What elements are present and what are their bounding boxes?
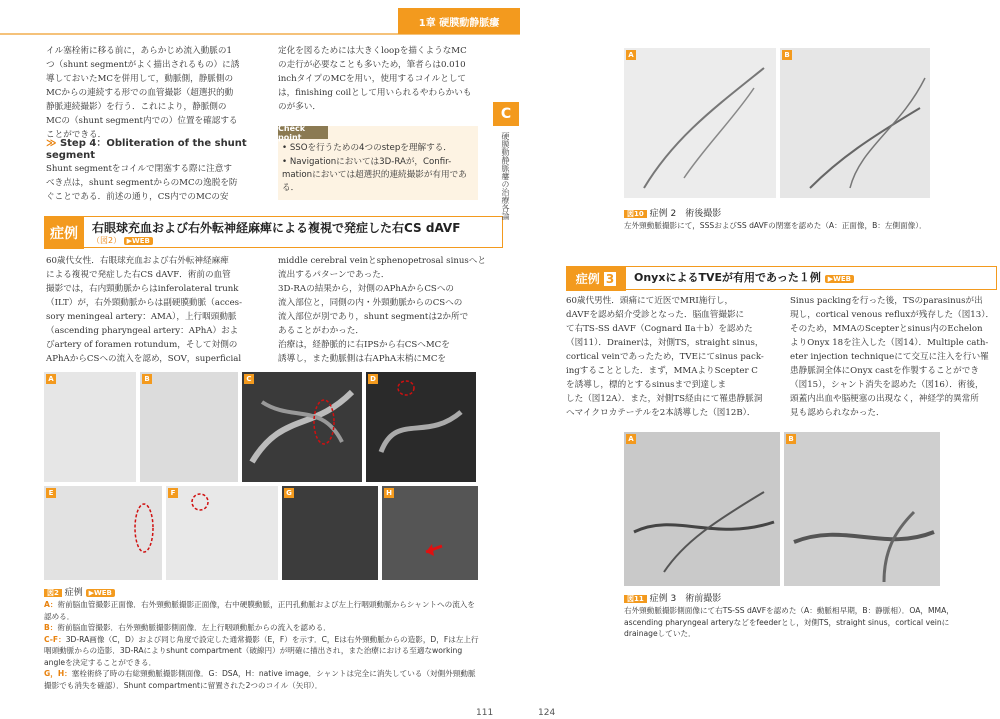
caption-line: C-F：3D-RA画像（C，D）および同じ角度で設定した通常撮影（E，F）を示す．C，Eは右外頸動脈からの造影，D，Fは左上行咽頭動脈からの造影．3D-RAによりshunt compartment（破線円）が明確に描出され，また治療における至適なworking angleを決定することができる． bbox=[44, 634, 479, 667]
angiogram-image: E bbox=[44, 486, 162, 580]
angiogram-image: A bbox=[624, 48, 776, 198]
section-side-text: 硬膜動静脈瘻の治療各論 bbox=[501, 132, 510, 220]
web-badge[interactable]: ▶WEB bbox=[825, 275, 854, 283]
case-title: OnyxによるTVEが有用であった１例 ▶WEB bbox=[634, 269, 994, 285]
angiogram-image: B bbox=[780, 48, 930, 198]
angiogram-image: A bbox=[44, 372, 136, 482]
section-tab: C bbox=[493, 102, 519, 126]
checkpoint-title: Check point bbox=[278, 126, 328, 139]
caption-line: G，H：塞栓術終了時の右総頸動脈撮影側面像．G：DSA，H：native image．シャントは完全に消失している（対側外頸動脈撮影でも消失を確認）．Shunt compartmentに留置された2つのコイル（矢印）． bbox=[44, 669, 476, 690]
case-title: 右眼球充血および右外転神経麻痺による複視で発症した右CS dAVF bbox=[92, 221, 461, 235]
body-text-col1: イル塞栓術に移る前に，あらかじめ流入動脈の1 つ（shunt segmentがよく描出されるもの）に誘 導しておいたMCを併用して，動脈側，静脈側の MCからの連続する形での血管撮影（超選択的動 静脈連続撮影）を行う．これにより，静脈側の MCの（shunt segment内での）位置を確認する ことができる． bbox=[46, 46, 240, 140]
native-image: H bbox=[382, 486, 478, 580]
chapter-header: 1章 硬膜動静脈瘻 bbox=[398, 8, 520, 34]
case-text-col2: middle cerebral veinとsphenopetrosal sinusへと 流出するパターンであった． 3D-RAの結果から，対側のAPhAからCSへの 流入部位と，同側の内・外頸動脈からのCSへの 流入部位が別であり，shunt segmentは2か所で あることがわかった． 治療は，経静脈的に右IPSから右CSへMCを 誘導し，また動脈側は右APhA末梢にMCを bbox=[278, 256, 486, 364]
angiogram-image: A bbox=[624, 432, 780, 586]
checkpoint-item: • SSOを行うための4つのstepを理解する． bbox=[282, 143, 452, 153]
body-text-col1b: Shunt segmentをコイルで閉塞する際に注意す べき点は，shunt segmentからのMCの逸脱を防 ぐことである．前述の通り，CS内でのMCの安 bbox=[46, 164, 238, 202]
page-number-right: 124 bbox=[538, 708, 556, 718]
case-text-col2: Sinus packingを行った後，TSのparasinusが出 現し，cortical venous refluxが残存した（図13）． そのため，MMAのScepterとsinus内のEchelon よりOnyx 18を注入した（図14）．Multiple cath- eter injection techniqueにて交互に注入を行い罹 患静脈洞全体にOnyx castを作製することができ （図15），シャント消失を認めた（図16）．術後， 頭蓋内出血や脳梗塞の出現なく，神経学的異常所 見も認められなかった． bbox=[790, 296, 995, 418]
web-badge[interactable]: ▶WEB bbox=[124, 237, 153, 245]
3d-ra-image: C bbox=[242, 372, 362, 482]
case-fig-ref: （図2） ▶WEB bbox=[92, 235, 153, 246]
case-tag: 症例 bbox=[44, 216, 84, 249]
figure-caption bbox=[44, 599, 482, 691]
step4-heading bbox=[46, 138, 276, 162]
step4-title: Step 4：Obliteration of the shunt segment bbox=[46, 138, 247, 161]
case-text-col1: 60歳代女性．右眼球充血および右外転神経麻痺 による複視で発症した右CS dAVF．術前の血管 撮影では，右内頸動脈からはinferolateral trunk （ILT）が，右外頸動脈からは副硬膜動脈（acces- sory meningeal artery：AMA），上行咽頭動脈 （ascending pharyngeal artery：APhA）およ びartery of foramen rotundum，そして対側の APhAからCSへの流入を認め，SOV，superficial bbox=[46, 256, 242, 364]
figure-label: 図11 症例 3 術前撮影 bbox=[624, 591, 721, 604]
figure-caption: 左外頸動脈撮影にて，SSSおよびSS dAVFの閉塞を認めた（A：正面像，B：左側面像）． bbox=[624, 221, 927, 230]
dsa-image: G bbox=[282, 486, 378, 580]
figure-label: 図2 症例 ▶WEB bbox=[44, 585, 115, 598]
angiogram-image: B bbox=[140, 372, 238, 482]
step-mark: ≫ bbox=[46, 138, 57, 149]
angiogram-image: F bbox=[166, 486, 278, 580]
figure-label: 図10 症例 2 術後撮影 bbox=[624, 206, 721, 219]
caption-line: A：術前脳血管撮影正面像．右外頸動脈撮影正面像，右中硬膜動脈，正円孔動脈および左上行咽頭動脈からシャントへの流入を認める． bbox=[44, 600, 475, 621]
page-number-left: 111 bbox=[476, 708, 494, 718]
case-tag: 症例 3 bbox=[566, 266, 626, 291]
figure-caption: 右外頸動脈撮影側面像にて右TS-SS dAVFを認めた（A：動脈相早期，B：静脈相）．OA，MMA，ascending pharyngeal arteryなどをfeederとし，対側TS，straight sinus，cortical veinにdrainageしていた． bbox=[624, 606, 954, 638]
body-text-col2: 定化を図るためには大きくloopを描くようなMC の走行が必要なことも多いため，筆者らは0.010 inchタイプのMCを用い，使用するコイルとして は，finishing coilとして用いられるやわらかいも のが多い． bbox=[278, 46, 472, 112]
angiogram-image: B bbox=[784, 432, 940, 586]
checkpoint-item: • Navigationにおいては3D-RAが，Confir-mationにおいては超選択的連続撮影が有用である． bbox=[282, 157, 467, 193]
caption-line: B：術前脳血管撮影．右外頸動脈撮影側面像．左上行咽頭動脈からの流入を認める． bbox=[44, 623, 331, 632]
3d-ra-image: D bbox=[366, 372, 476, 482]
case-text-col1: 60歳代男性．頭痛にて近医でMRI施行し， dAVFを認め紹介受診となった．脳血管撮影に て右TS-SS dAVF（Cognard Ⅱa＋b）を認めた （図11）．Drainerは，対側TS，straight sinus， cortical veinであったため，TVEにてsinus pack- ingすることとした．まず，MMAよりScepter C を誘導し，標的とするsinusまで到達しま した（図12A）．また，対側TS経由にて罹患静脈洞 へマイクロカテーテルを2本誘導した（図12B）． bbox=[566, 296, 764, 418]
web-badge[interactable]: ▶WEB bbox=[86, 589, 115, 597]
